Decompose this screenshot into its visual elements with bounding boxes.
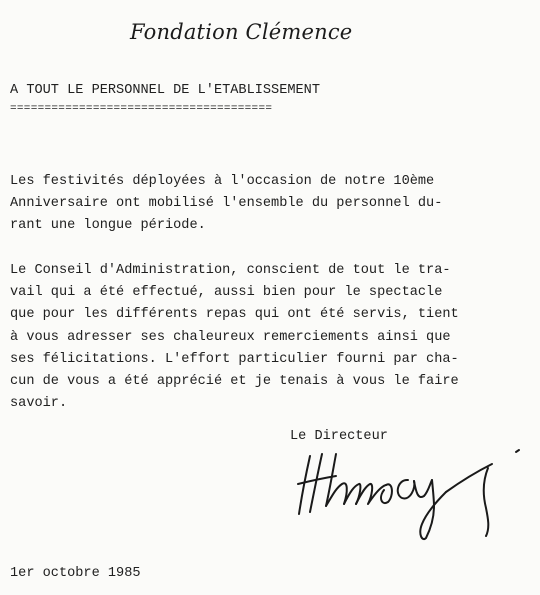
paragraph-line: cun de vous a été apprécié et je tenais à vous le faire (10, 374, 459, 390)
letterhead-title: Fondation Clémence (130, 20, 353, 44)
paragraph-line: savoir. (10, 396, 68, 412)
letter-heading: A TOUT LE PERSONNEL DE L'ETABLISSEMENT (10, 83, 320, 98)
signer-title: Le Directeur (290, 429, 388, 444)
paragraph-line: rant une longue période. (10, 218, 206, 234)
handwritten-signature (296, 448, 526, 543)
paragraph-line: Le Conseil d'Administration, conscient de tout le tra- (10, 263, 451, 278)
letter-date: 1er octobre 1985 (10, 566, 141, 581)
paragraph-line: à vous adresser ses chaleureux remerciements ainsi que (10, 329, 451, 345)
paragraph-line: vail qui a été effectué, aussi bien pour le spectacle (10, 285, 443, 301)
paragraph-thanks (10, 260, 459, 415)
paragraph-line: ses félicitations. L'effort particulier fourni par cha- (10, 351, 459, 367)
paragraph-line: que pour les différents repas qui ont été servis, tient (10, 307, 459, 323)
paragraph-line: Les festivités déployées à l'occasion de notre 10ème (10, 174, 435, 189)
paragraph-line: Anniversaire ont mobilisé l'ensemble du personnel du- (10, 196, 443, 212)
paragraph-festivities (10, 171, 442, 238)
heading-underline: ====================================== (10, 103, 273, 115)
